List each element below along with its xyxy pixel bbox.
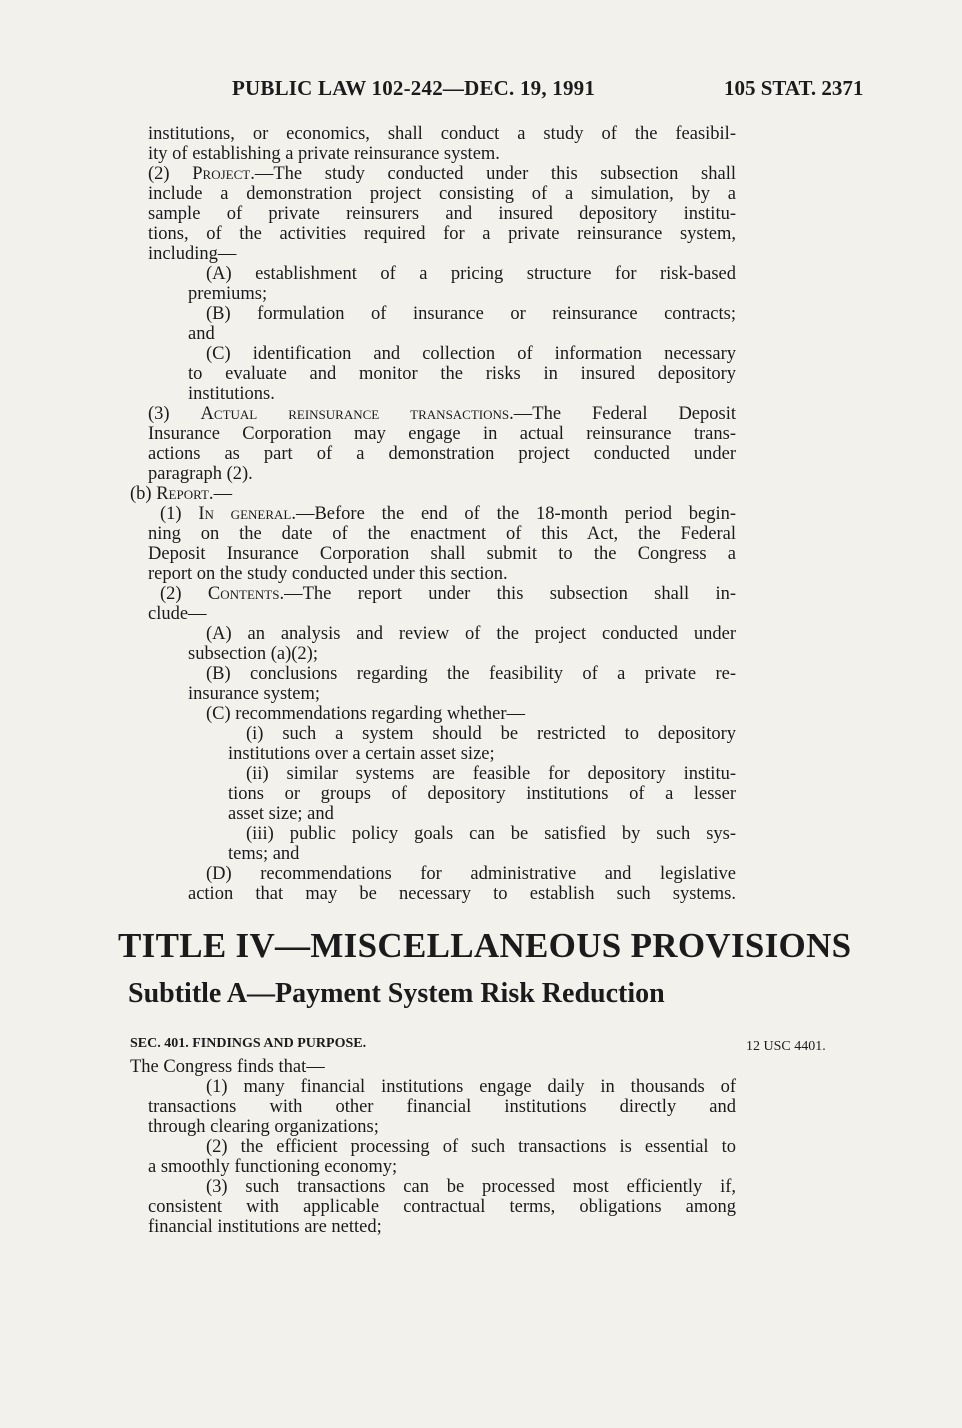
text-line: subsection (a)(2); — [188, 644, 318, 664]
text-line: (ii) similar systems are feasible for depository institu- — [246, 764, 736, 784]
text-line: institutions, or economics, shall conduct a study of the feasibil- — [148, 124, 736, 144]
page-number: 105 STAT. 2371 — [724, 76, 864, 100]
text-line: (1) many financial institutions engage daily in thousands of — [206, 1077, 736, 1097]
text-line: — — [213, 484, 233, 504]
text-line: premiums; — [188, 284, 268, 304]
paragraph-heading: Project. — [192, 164, 255, 184]
text-line: (3) such transactions can be processed most efficiently if, — [206, 1177, 736, 1197]
text-line: and — [188, 324, 215, 344]
text-line: asset size; and — [228, 804, 334, 824]
text-line: through clearing organizations; — [148, 1117, 379, 1137]
text-line: to evaluate and monitor the risks in insured depository — [188, 364, 736, 384]
subsection-heading: Report. — [156, 484, 214, 504]
text-line: Deposit Insurance Corporation shall submit to the Congress a — [148, 544, 736, 564]
text-line: action that may be necessary to establish such systems. — [188, 884, 736, 904]
text-line: financial institutions are netted; — [148, 1217, 382, 1237]
section-text — [130, 1057, 736, 1237]
text-line: insurance system; — [188, 684, 321, 704]
subsection-report — [130, 484, 736, 504]
text-line: clude— — [148, 604, 207, 624]
text-line: —The Federal Deposit — [513, 404, 736, 424]
text-line: sample of private reinsurers and insured depository institu- — [148, 204, 736, 224]
margin-citation: 12 USC 4401. — [746, 1039, 826, 1054]
section-heading: SEC. 401. FINDINGS AND PURPOSE. — [130, 1036, 367, 1051]
text-line: (i) such a system should be restricted to depository — [246, 724, 736, 744]
text-line: —The study conducted under this subsection shall — [254, 164, 736, 184]
text-line: ity of establishing a private reinsurance system. — [148, 144, 500, 164]
text-line: institutions. — [188, 384, 275, 404]
text-line: consistent with applicable contractual terms, obligations among — [148, 1197, 736, 1217]
text-line: actions as part of a demonstration project conducted under — [148, 444, 736, 464]
text-line: (D) recommendations for administrative and legislative — [206, 864, 736, 884]
text-line: (C) identification and collection of information necessary — [206, 344, 736, 364]
text-line: ning on the date of the enactment of this Act, the Federal — [148, 524, 736, 544]
text-line: tions, of the activities required for a private reinsurance system, — [148, 224, 736, 244]
text-line: The Congress finds that— — [130, 1057, 325, 1077]
text-line: Insurance Corporation may engage in actual reinsurance trans- — [148, 424, 736, 444]
text-line: (2) the efficient processing of such transactions is essential to — [206, 1137, 736, 1157]
text-line: (C) recommendations regarding whether— — [206, 704, 526, 724]
text-line: tions or groups of depository institutions of a lesser — [228, 784, 736, 804]
text-line: include a demonstration project consisting of a simulation, by a — [148, 184, 736, 204]
paragraph-heading: Contents. — [207, 584, 285, 604]
title-heading: TITLE IV—MISCELLANEOUS PROVISIONS — [118, 926, 852, 965]
text-line: report on the study conducted under this section. — [148, 564, 508, 584]
text-line: a smoothly functioning economy; — [148, 1157, 398, 1177]
text-line: institutions over a certain asset size; — [228, 744, 495, 764]
text-line: (A) an analysis and review of the project conducted under — [206, 624, 736, 644]
text-line: transactions with other financial institutions directly and — [148, 1097, 736, 1117]
text-line: including— — [148, 244, 237, 264]
text-line: —The report under this subsection shall in- — [284, 584, 736, 604]
paragraph-heading: In general. — [198, 504, 296, 524]
study-text — [130, 124, 736, 904]
text-line: —Before the end of the 18-month period begin- — [295, 504, 736, 524]
paragraph-project — [130, 164, 736, 184]
subsection-number: (b) — [130, 484, 152, 504]
paragraph-heading: Actual reinsurance transactions. — [200, 404, 514, 424]
paragraph-actual-reinsurance — [130, 404, 736, 424]
paragraph-contents — [130, 584, 736, 604]
paragraph-number: (2) — [148, 164, 170, 184]
text-line: (B) formulation of insurance or reinsurance contracts; — [206, 304, 736, 324]
subtitle-heading: Subtitle A—Payment System Risk Reduction — [128, 978, 665, 1009]
paragraph-number: (2) — [160, 584, 182, 604]
text-line: (A) establishment of a pricing structure for risk-based — [206, 264, 736, 284]
paragraph-number: (1) — [160, 504, 182, 524]
paragraph-number: (3) — [148, 404, 170, 424]
text-line: tems; and — [228, 844, 300, 864]
running-header: PUBLIC LAW 102-242—DEC. 19, 1991 — [232, 76, 596, 100]
text-line: (iii) public policy goals can be satisfied by such sys- — [246, 824, 736, 844]
paragraph-in-general — [130, 504, 736, 524]
text-line: paragraph (2). — [148, 464, 253, 484]
text-line: (B) conclusions regarding the feasibility of a private re- — [206, 664, 736, 684]
